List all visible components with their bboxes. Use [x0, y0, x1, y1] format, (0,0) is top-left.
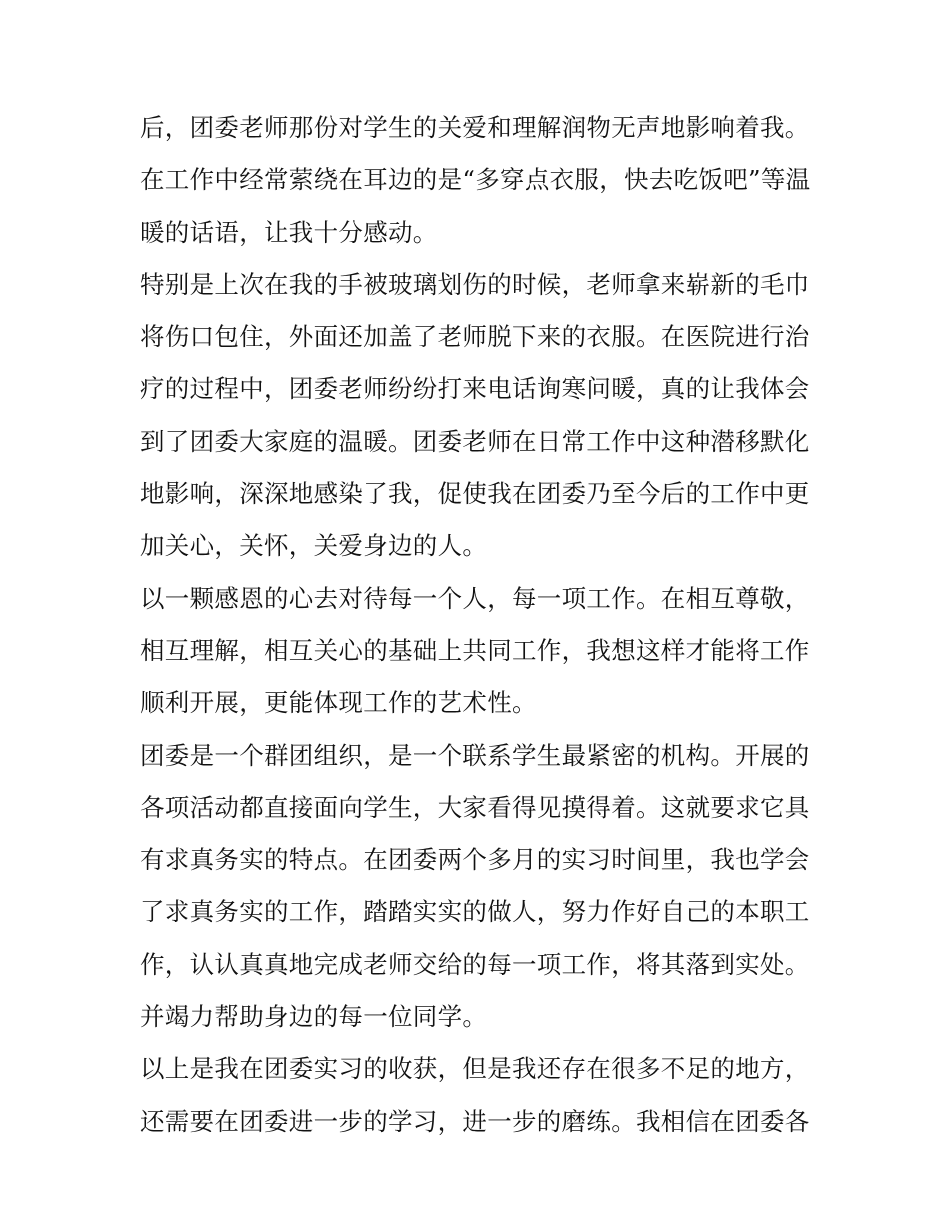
- text-line: 到了团委大家庭的温暖。团委老师在日常工作中这种潜移默化: [140, 426, 810, 456]
- text-line: 加关心，关怀，关爱身边的人。: [140, 531, 488, 561]
- text-line: 将伤口包住，外面还加盖了老师脱下来的衣服。在医院进行治: [140, 322, 810, 352]
- document-body: [140, 102, 820, 1148]
- text-line: 相互理解，相互关心的基础上共同工作，我想这样才能将工作: [140, 635, 810, 665]
- text-line: 以一颗感恩的心去对待每一个人，每一项工作。在相互尊敬，: [140, 583, 810, 613]
- text-line: 在工作中经常萦绕在耳边的是“多穿点衣服，快去吃饭吧”等温: [140, 165, 811, 195]
- text-line: 各项活动都直接面向学生，大家看得见摸得着。这就要求它具: [140, 792, 810, 822]
- text-line: 以上是我在团委实习的收获，但是我还存在很多不足的地方，: [140, 1054, 810, 1084]
- text-line: 了求真务实的工作，踏踏实实的做人，努力作好自己的本职工: [140, 897, 810, 927]
- text-line: 顺利开展，更能体现工作的艺术性。: [140, 688, 537, 718]
- text-line: 还需要在团委进一步的学习，进一步的磨练。我相信在团委各: [140, 1106, 810, 1136]
- text-line: 地影响，深深地感染了我，促使我在团委乃至今后的工作中更: [140, 479, 810, 509]
- text-line: 作，认认真真地完成老师交给的每一项工作，将其落到实处。: [140, 949, 810, 979]
- text-line: 有求真务实的特点。在团委两个多月的实习时间里，我也学会: [140, 845, 810, 875]
- text-line: 暖的话语，让我十分感动。: [140, 217, 438, 247]
- text-line: 团委是一个群团组织，是一个联系学生最紧密的机构。开展的: [140, 740, 810, 770]
- text-line: 并竭力帮助身边的每一位同学。: [140, 1002, 488, 1032]
- text-line: 疗的过程中，团委老师纷纷打来电话询寒问暖，真的让我体会: [140, 374, 810, 404]
- text-line: 后，团委老师那份对学生的关爱和理解润物无声地影响着我。: [140, 113, 810, 142]
- text-line: 特别是上次在我的手被玻璃划伤的时候，老师拿来崭新的毛巾: [140, 269, 810, 299]
